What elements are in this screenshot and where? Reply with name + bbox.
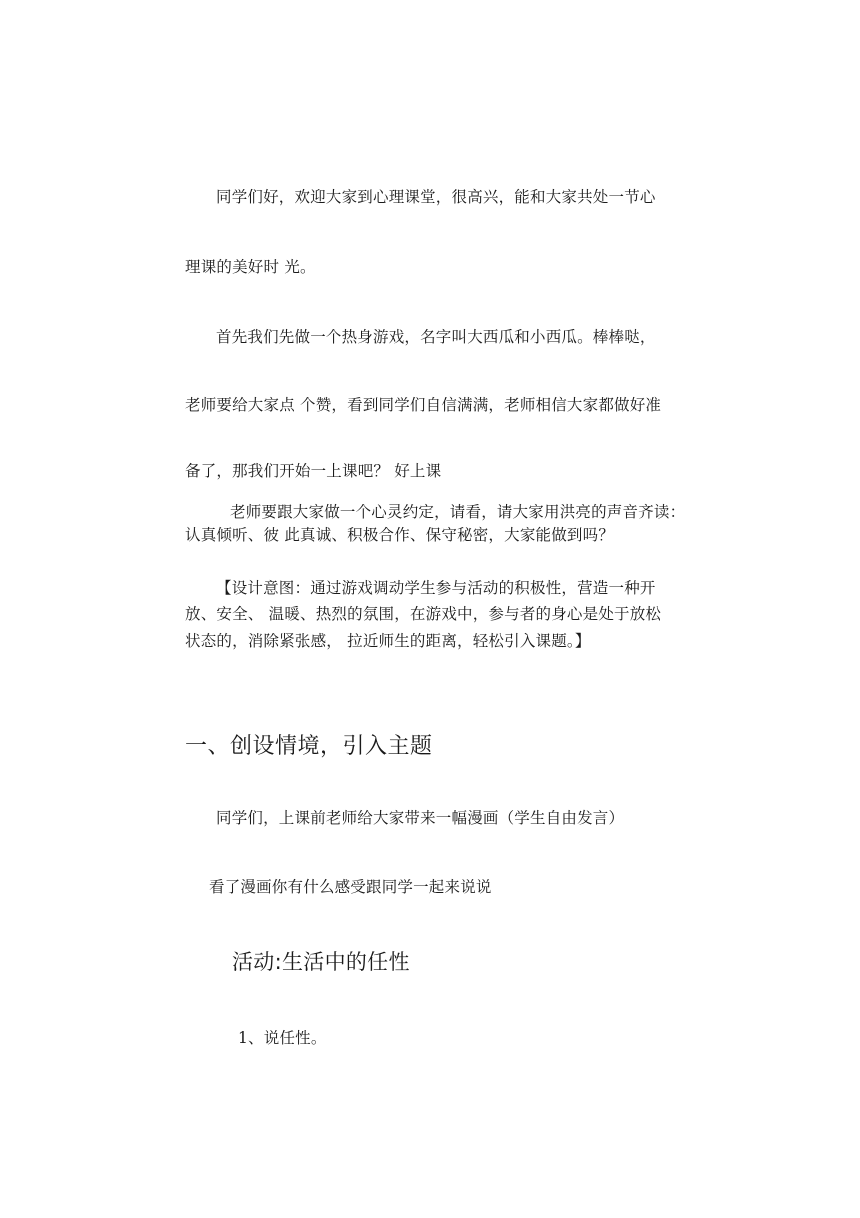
design-intent-line-1: 【设计意图：通过游戏调动学生参与活动的积极性，营造一种开 [216, 579, 656, 597]
section-1-line-1: 同学们，上课前老师给大家带来一幅漫画（学生自由发言） [216, 809, 625, 827]
design-intent-line-3: 状态的，消除紧张感， 拉近师生的距离，轻松引入课题。】 [185, 632, 591, 650]
activity-heading: 活动:生活中的任性 [232, 950, 410, 974]
section-1-heading: 一、创设情境，引入主题 [185, 734, 433, 759]
intro-paragraph-2-line-3: 备了，那我们开始一上课吧？ 好上课 [185, 462, 442, 480]
intro-paragraph-3-line-1: 老师要跟大家做一个心灵约定，请看，请大家用洪亮的声音齐读： [230, 503, 686, 521]
intro-paragraph-3-line-2: 认真倾听、彼 此真诚、积极合作、保守秘密，大家能做到吗？ [185, 526, 615, 544]
intro-paragraph-1-line-2: 理课的美好时 光。 [185, 258, 316, 276]
section-1-line-2: 看了漫画你有什么感受跟同学一起来说说 [209, 878, 492, 896]
intro-paragraph-2-line-1: 首先我们先做一个热身游戏，名字叫大西瓜和小西瓜。棒棒哒， [216, 328, 656, 346]
intro-paragraph-2-line-2: 老师要给大家点 个赞，看到同学们自信满满，老师相信大家都做好准 [185, 396, 662, 414]
activity-item-1: 1、说任性。 [238, 1029, 327, 1047]
design-intent-line-2: 放、安全、 温暖、热烈的氛围，在游戏中，参与者的身心是处于放松 [185, 605, 662, 623]
intro-paragraph-1-line-1: 同学们好，欢迎大家到心理课堂，很高兴，能和大家共处一节心 [216, 188, 656, 206]
